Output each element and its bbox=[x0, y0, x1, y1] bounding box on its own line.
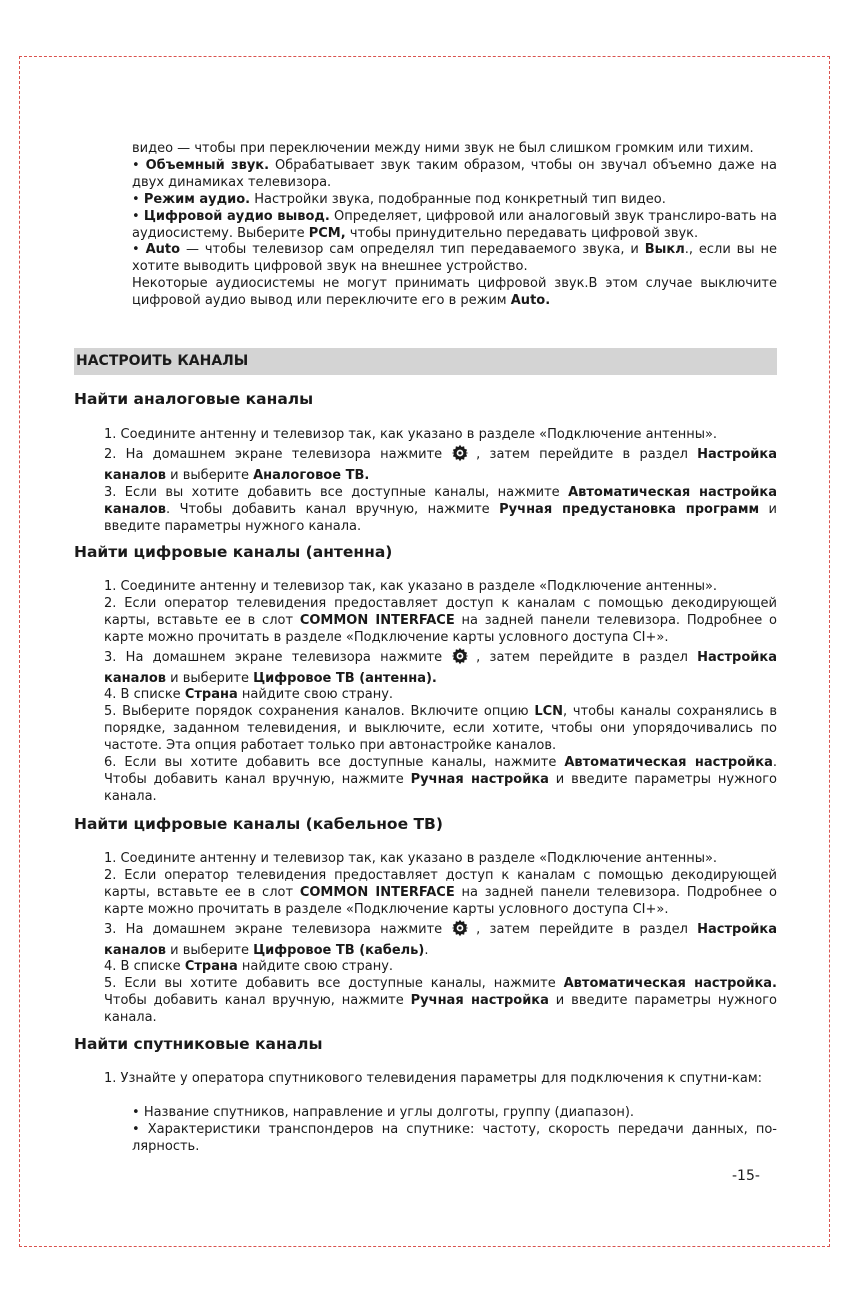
heading-analog: Найти аналоговые каналы bbox=[74, 390, 314, 408]
satellite-steps: 1. Узнайте у оператора спутникового телевидения параметры для подключения к спутни-кам: bbox=[104, 1071, 763, 1086]
digital-cable-steps: 1. Соедините антенну и телевизор так, как указано в разделе «Подключение антенны». 2. Если оператор телевидения предоставляет доступ к каналам с помощью декодирующей карты, вставьте ее в слот COMMON INTERFACE на задней панели телевизора. Подробнее о карте можно прочитать в разделе «Подключение карты условного доступа CI+». 3. На домашнем экране телевизора нажмите , затем перейдите в раздел Настройка каналов и выберите Цифровое ТВ (кабель). 4. В списке Страна найдите свою страну. 5. Если вы хотите добавить все доступные каналы, нажмите Автоматическая настройка. Чтобы добавить канал вручную, нажмите Ручная настройка и введите параметры нужного канала. bbox=[104, 851, 777, 1026]
heading-satellite: Найти спутниковые каналы bbox=[74, 1035, 323, 1053]
page-number: -15- bbox=[732, 1168, 760, 1184]
audio-settings-intro: видео — чтобы при переключении между ними звук не был слишком громким или тихим. • Объемный звук. Обрабатывает звук таким образом, чтобы он звучал объемно даже на двух динамиках телевизора. • Режим аудио. Настройки звука, подобранные под конкретный тип видео. • Цифровой аудио вывод. Определяет, цифровой или аналоговый звук транслиро-вать на аудиосистему. Выберите PCM, чтобы принудительно передавать цифровой звук. • Auto — чтобы телевизор сам определял тип передаваемого звука, и Выкл., если вы не хотите выводить цифровой звук на внешнее устройство. Некоторые аудиосистемы не могут принимать цифровой звук.В этом случае выключите цифровой аудио вывод или переключите его в режим Auto. bbox=[132, 141, 778, 309]
settings-gear-icon bbox=[450, 647, 470, 671]
settings-gear-icon bbox=[450, 919, 470, 943]
settings-gear-icon bbox=[450, 444, 470, 468]
heading-digital-cable: Найти цифровые каналы (кабельное ТВ) bbox=[74, 815, 443, 833]
analog-steps: 1. Соедините антенну и телевизор так, как указано в разделе «Подключение антенны». 2. На домашнем экране телевизора нажмите , затем перейдите в раздел Настройка каналов и выберите Аналоговое ТВ. 3. Если вы хотите добавить все доступные каналы, нажмите Автоматическая настройка каналов. Чтобы добавить канал вручную, нажмите Ручная предустановка программ и введите параметры нужного канала. bbox=[104, 427, 777, 534]
section-title: НАСТРОИТЬ КАНАЛЫ bbox=[74, 348, 777, 375]
satellite-bullet-list: • Название спутников, направление и углы долготы, группу (диапазон). • Характеристики транспондеров на спутнике: частоту, скорость передачи данных, по-лярность. bbox=[132, 1105, 777, 1154]
digital-antenna-steps: 1. Соедините антенну и телевизор так, как указано в разделе «Подключение антенны». 2. Если оператор телевидения предоставляет доступ к каналам с помощью декодирующей карты, вставьте ее в слот COMMON INTERFACE на задней панели телевизора. Подробнее о карте можно прочитать в разделе «Подключение карты условного доступа CI+». 3. На домашнем экране телевизора нажмите , затем перейдите в раздел Настройка каналов и выберите Цифровое ТВ (антенна). 4. В списке Страна найдите свою страну. 5. Выберите порядок сохранения каналов. Включите опцию LCN, чтобы каналы сохранялись в порядке, заданном телевидения, и выключите, если хотите, чтобы они упорядочивались по частоте. Эта опция работает только при автонастройке каналов. 6. Если вы хотите добавить все доступные каналы, нажмите Автоматическая настройка. Чтобы добавить канал вручную, нажмите Ручная настройка и введите параметры нужного канала. bbox=[104, 579, 777, 804]
heading-digital-antenna: Найти цифровые каналы (антенна) bbox=[74, 543, 393, 561]
